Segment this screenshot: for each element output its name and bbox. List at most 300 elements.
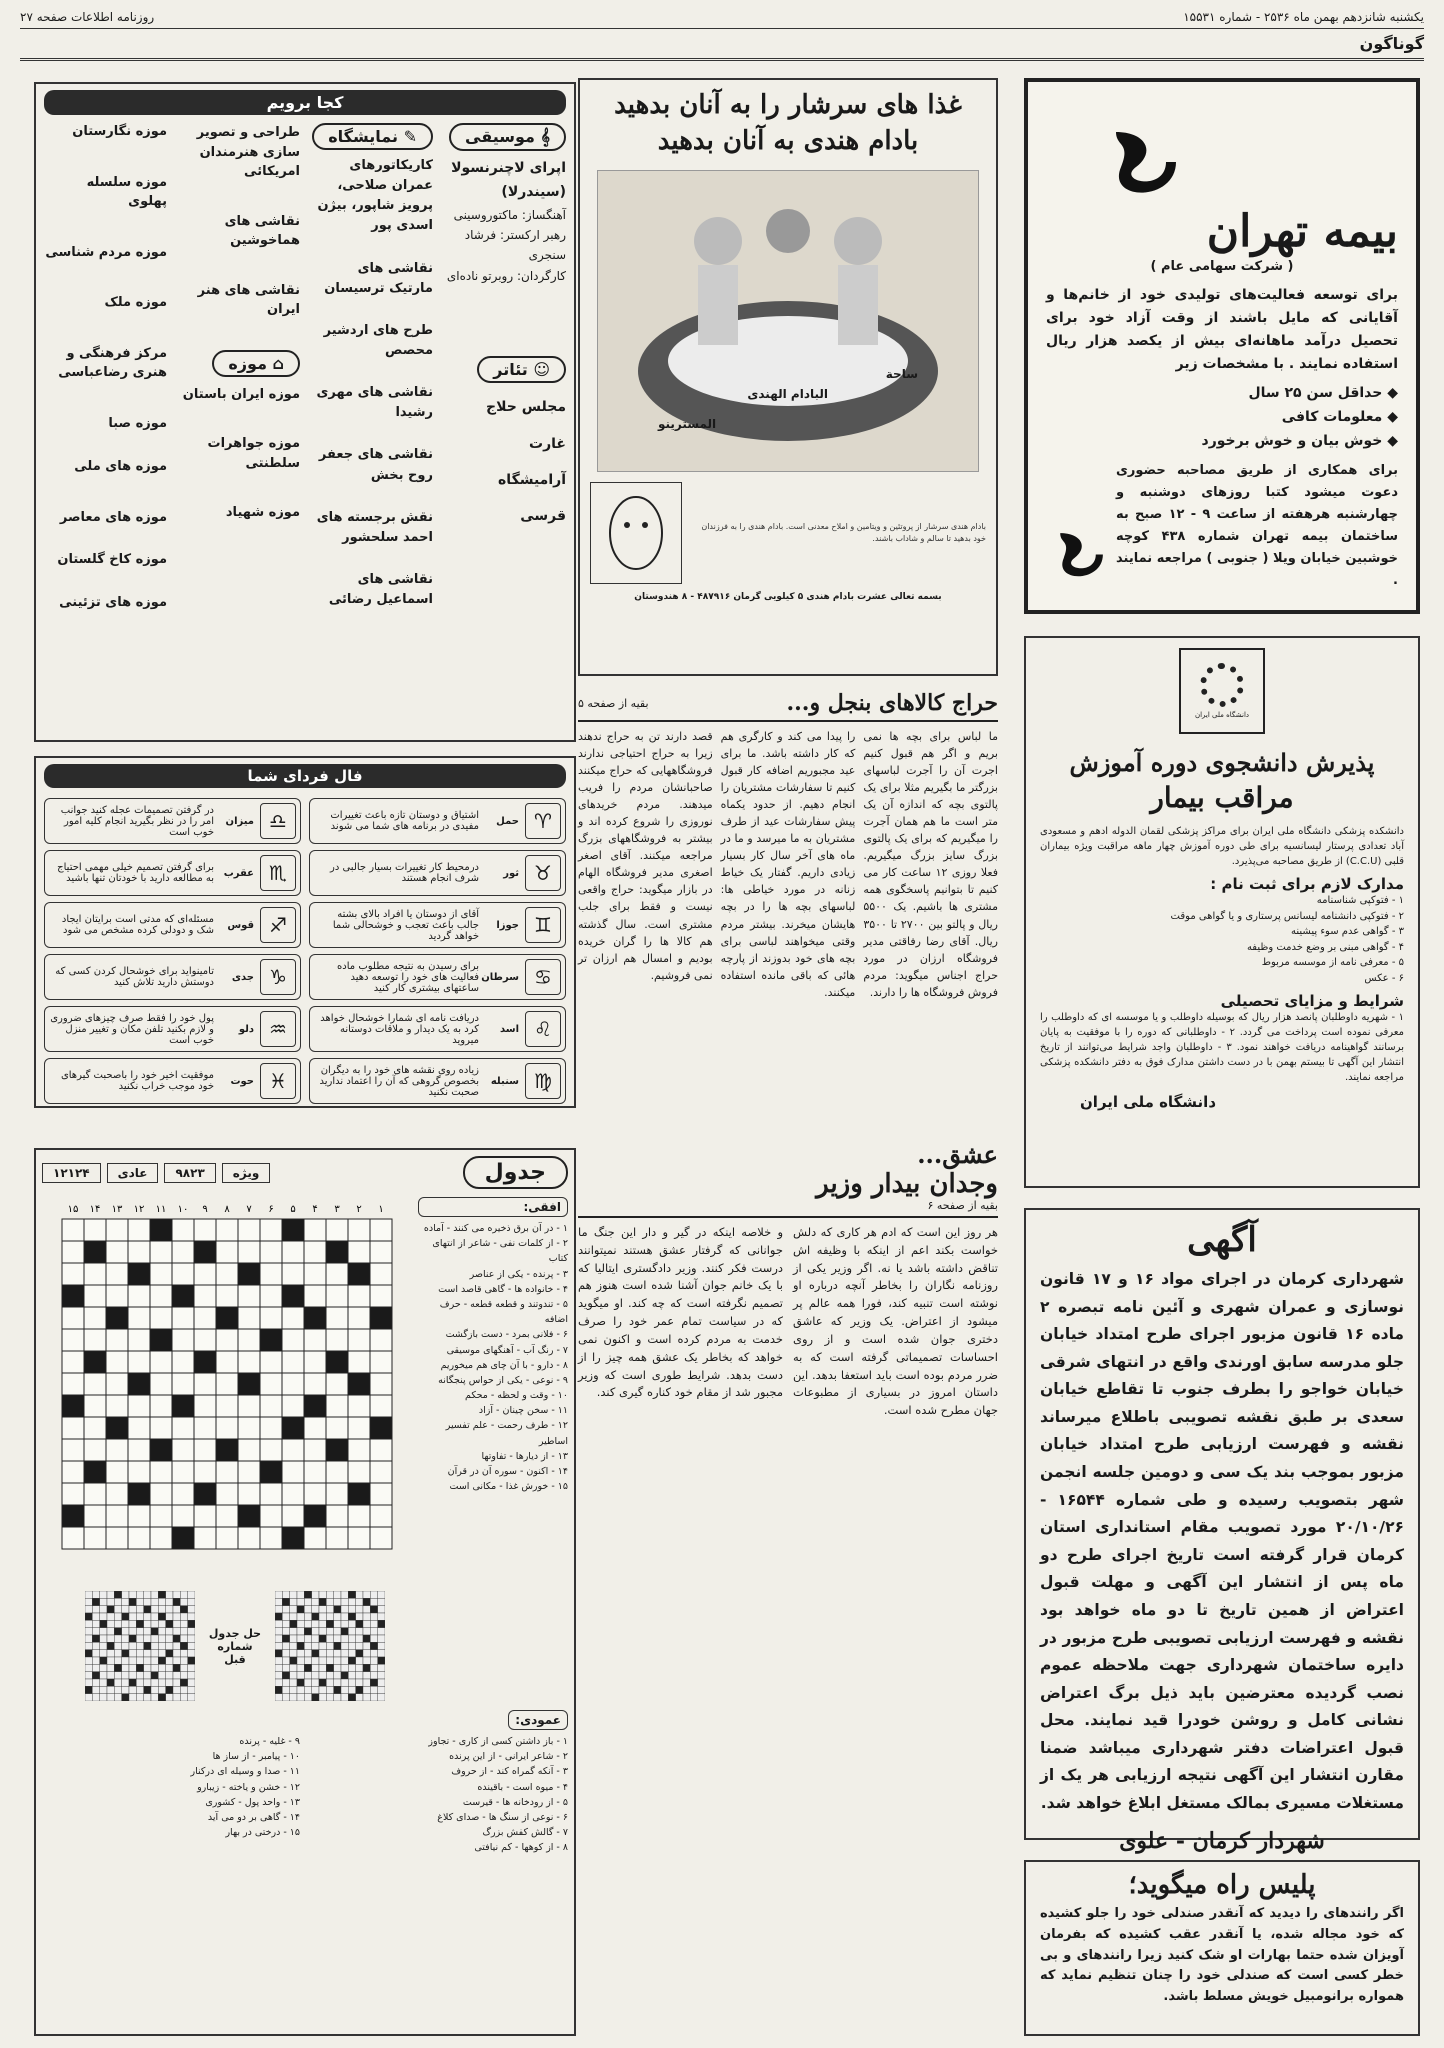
special-number: ۹۸۲۳: [164, 1163, 215, 1183]
mini-cell: [85, 1679, 92, 1686]
mini-cell: [100, 1657, 107, 1664]
mini-cell: [363, 1642, 370, 1649]
grid-cell: [150, 1395, 172, 1417]
mini-cell: [85, 1686, 92, 1693]
mini-cell: [326, 1606, 333, 1613]
article-title: عشق...: [917, 1140, 998, 1169]
block-cell: [348, 1373, 370, 1395]
mini-cell: [319, 1606, 326, 1613]
grid-cell: [348, 1461, 370, 1483]
love-article: [578, 1140, 998, 2040]
mini-cell: [348, 1606, 355, 1613]
previous-solution-grid: [85, 1591, 195, 1701]
mini-cell: [312, 1620, 319, 1627]
mini-cell: [188, 1679, 195, 1686]
mini-cell: [370, 1672, 377, 1679]
mini-cell: [370, 1664, 377, 1671]
grid-cell: [194, 1395, 216, 1417]
mini-cell: [166, 1672, 173, 1679]
mini-cell: [282, 1606, 289, 1613]
list-item: نقاشی های اسماعیل رضائی: [328, 571, 433, 608]
mini-cell: [363, 1686, 370, 1693]
clue-item: ۹ - نوعی - یکی از حواس پنجگانه: [438, 1374, 568, 1386]
grid-cell: [150, 1527, 172, 1549]
mini-cell: [319, 1591, 326, 1598]
grid-cell: [348, 1527, 370, 1549]
list-item: ◆ معلومات کافی: [1281, 409, 1398, 426]
ad-headline: غذا های سرشار را به آنان بدهید: [614, 90, 962, 120]
mini-cell: [319, 1613, 326, 1620]
column-number: ۱: [378, 1204, 384, 1215]
horoscope-row: ♊ جوزا آقای از دوستان یا افراد بالای بشته جالب باعث تعجب و خوشحالی شما خواهد گردید: [309, 902, 566, 948]
mini-cell: [378, 1694, 385, 1701]
grid-cell: [194, 1439, 216, 1461]
mini-cell: [275, 1606, 282, 1613]
grid-cell: [238, 1483, 260, 1505]
mini-cell: [144, 1613, 151, 1620]
grid-cell: [260, 1483, 282, 1505]
grid-cell: [172, 1219, 194, 1241]
mini-cell: [188, 1657, 195, 1664]
mini-cell: [144, 1606, 151, 1613]
mini-cell: [326, 1657, 333, 1664]
grid-cell: [62, 1219, 84, 1241]
page-header: [20, 6, 1424, 29]
mini-cell: [85, 1664, 92, 1671]
mini-cell: [348, 1686, 355, 1693]
theater-icon: ☺: [527, 360, 550, 380]
column-number: ۴: [312, 1204, 318, 1215]
block-cell: [106, 1307, 128, 1329]
grid-cell: [216, 1417, 238, 1439]
mini-cell: [297, 1672, 304, 1679]
grid-cell: [194, 1527, 216, 1549]
grid-cell: [348, 1219, 370, 1241]
mini-cell: [151, 1664, 158, 1671]
grid-cell: [106, 1505, 128, 1527]
grid-cell: [106, 1439, 128, 1461]
mini-cell: [122, 1679, 129, 1686]
mini-cell: [107, 1635, 114, 1642]
grid-cell: [194, 1417, 216, 1439]
article-column: هر روز این است که ادم هر کاری که دلش خواست بکند اعم از اینکه با وظیفه اش تناقض داشته باشد یا نه. اگر وزیر یکی از روزنامه نگاران را بخاطر آنچه درباره او نوشته است تنبیه کند، فورا همه عالم پر میشود از اعتراض. یک وزیر که عاشق دختری جوان شده است و از روی احساسات تصمیماتی گرفته است که به ضرر مردم بوده است باید استعفا بدهد. این داستان امروز در بسیاری از مطبوعات جهان مطرح شده است.: [793, 1225, 998, 1418]
logo-icon: [1046, 526, 1110, 590]
grid-cell: [216, 1263, 238, 1285]
block-cell: [194, 1351, 216, 1373]
mini-cell: [166, 1650, 173, 1657]
mini-cell: [282, 1642, 289, 1649]
mini-cell: [107, 1591, 114, 1598]
mini-cell: [100, 1635, 107, 1642]
mini-cell: [370, 1598, 377, 1605]
mini-cell: [166, 1628, 173, 1635]
university-ad: [1024, 636, 1420, 1188]
mini-cell: [85, 1657, 92, 1664]
section-title: گوناگون: [20, 34, 1424, 61]
palette-icon: ✎: [398, 127, 417, 146]
mini-cell: [107, 1679, 114, 1686]
grid-cell: [238, 1395, 260, 1417]
mini-cell: [341, 1694, 348, 1701]
grid-cell: [84, 1285, 106, 1307]
grid-cell: [106, 1395, 128, 1417]
mini-cell: [158, 1650, 165, 1657]
mini-cell: [129, 1606, 136, 1613]
mini-cell: [129, 1598, 136, 1605]
grid-cell: [106, 1373, 128, 1395]
mini-cell: [356, 1657, 363, 1664]
grid-cell: [326, 1461, 348, 1483]
mini-cell: [341, 1650, 348, 1657]
list-item: موزه سلسله پهلوی: [86, 174, 167, 209]
grid-cell: [238, 1219, 260, 1241]
mini-cell: [378, 1686, 385, 1693]
mini-cell: [275, 1672, 282, 1679]
list-item: ۶ - عکس: [1364, 972, 1404, 984]
block-cell: [304, 1505, 326, 1527]
list-item: آرامیشگاه: [498, 471, 566, 488]
article-subtitle: وجدان بیدار وزیر: [816, 1169, 998, 1199]
grid-cell: [282, 1307, 304, 1329]
list-item: طرح های اردشیر محصص: [323, 322, 433, 358]
grid-cell: [194, 1219, 216, 1241]
mini-cell: [326, 1642, 333, 1649]
clue-item: ۳ - آنکه گمراه کند - از حروف: [451, 1766, 568, 1778]
mini-cell: [282, 1694, 289, 1701]
mini-cell: [312, 1591, 319, 1598]
mini-cell: [304, 1591, 311, 1598]
exhibition-list: [310, 156, 433, 610]
grid-cell: [304, 1483, 326, 1505]
mini-cell: [166, 1657, 173, 1664]
grid-cell: [326, 1307, 348, 1329]
mini-cell: [107, 1613, 114, 1620]
grid-cell: [238, 1439, 260, 1461]
list-item: نقاشی های جعفر روح بخش: [318, 447, 433, 483]
grid-cell: [304, 1285, 326, 1307]
article-column: و خلاصه اینکه در گیر و دار این جنگ ما جوانانی که گرفتار عشق هستند نمیتوانند درست فکر کنند. وزیر دادگستری ایتالیا که با یک خانم جوان آشنا شده است هنوز هم تصمیم نگرفته است که چه کند. او میگوید که در سیاست تمام عمر خود را صرف خدمت به مردم کرده است و اکنون نمی خواهد که بخاطر یک عشق همه چیز را از دست بدهد. شرایط طوری است که وزیر مجبور شد از مقام خود کناره گیری کند.: [578, 1225, 783, 1400]
column-number: ۱۲: [133, 1204, 145, 1215]
clue-item: ۲ - شاعر ایرانی - از این پرنده: [449, 1751, 568, 1763]
mini-cell: [158, 1635, 165, 1642]
notice-title: آگهی: [1187, 1220, 1257, 1260]
mini-cell: [370, 1679, 377, 1686]
mini-cell: [312, 1642, 319, 1649]
mini-cell: [356, 1642, 363, 1649]
grid-cell: [106, 1285, 128, 1307]
clue-item: ۱۰ - وقت و لحظه - محکم: [465, 1390, 568, 1402]
mini-cell: [107, 1628, 114, 1635]
mini-cell: [356, 1591, 363, 1598]
list-item: موزه ملک: [104, 295, 167, 311]
grid-cell: [370, 1351, 392, 1373]
crossword: [34, 1148, 576, 2036]
grid-cell: [172, 1505, 194, 1527]
grid-cell: [84, 1439, 106, 1461]
police-box: [1024, 1860, 1420, 2036]
article-ref: بقیه از صفحه ۶: [927, 1199, 998, 1212]
grid-cell: [84, 1219, 106, 1241]
grid-cell: [304, 1461, 326, 1483]
list-item: موزه جواهرات سلطنتی: [207, 436, 300, 471]
grid-cell: [84, 1483, 106, 1505]
mini-cell: [363, 1635, 370, 1642]
mini-cell: [107, 1694, 114, 1701]
mini-cell: [348, 1664, 355, 1671]
mini-cell: [114, 1686, 121, 1693]
block-cell: [62, 1505, 84, 1527]
mini-cell: [363, 1591, 370, 1598]
block-cell: [172, 1395, 194, 1417]
mini-cell: [180, 1620, 187, 1627]
mini-cell: [173, 1606, 180, 1613]
mini-cell: [122, 1598, 129, 1605]
mini-cell: [129, 1664, 136, 1671]
mini-cell: [92, 1650, 99, 1657]
libra-icon: ♎: [260, 803, 296, 839]
list-item: مجلس حلاج: [486, 399, 566, 416]
mini-cell: [334, 1679, 341, 1686]
mini-cell: [188, 1613, 195, 1620]
mini-cell: [85, 1598, 92, 1605]
ad-illustration: البادام الهندی ساحة المسترینو: [597, 170, 979, 472]
grid-cell: [348, 1505, 370, 1527]
normal-label: عادی: [107, 1163, 159, 1183]
mini-cell: [92, 1657, 99, 1664]
grid-cell: [216, 1219, 238, 1241]
mini-cell: [144, 1635, 151, 1642]
grid-cell: [84, 1395, 106, 1417]
grid-cell: [150, 1417, 172, 1439]
column-number: ۳: [334, 1204, 340, 1215]
mini-cell: [180, 1613, 187, 1620]
mini-cell: [312, 1694, 319, 1701]
mini-cell: [180, 1591, 187, 1598]
mini-cell: [151, 1679, 158, 1686]
grid-cell: [194, 1307, 216, 1329]
mini-cell: [107, 1657, 114, 1664]
grid-cell: [128, 1351, 150, 1373]
mini-cell: [188, 1686, 195, 1693]
mini-cell: [334, 1657, 341, 1664]
grid-cell: [348, 1395, 370, 1417]
grid-cell: [62, 1263, 84, 1285]
block-cell: [370, 1417, 392, 1439]
grid-cell: [370, 1263, 392, 1285]
grid-cell: [172, 1461, 194, 1483]
mini-cell: [290, 1657, 297, 1664]
grid-cell: [304, 1329, 326, 1351]
special-label: ویژه: [222, 1163, 271, 1183]
article-column: ما لباس برای بچه ها نمی بریم و اگر هم قبول کنیم اجرت آن را آجرت لباسهای بزرگتر ما بگیریم مثلا برای یک پالتوی بچه که اندازه آن یک متر است ما هم همان آجرت را میگیریم که برای یک پالتوی بزرگ سایز بزرگ میگیریم. فعلا روزی ۱۲ ساعت کار می کنیم تا بتوانیم پاسخگوی همه مشتری ها باشیم. یک ۵۵۰۰ ریال و پالتو بین ۲۷۰۰ تا ۳۵۰۰ ریال. آقای رضا رفاقتی مدیر فروشگاه ارزان در مورد حراج اجناس میگوید: مردم فروش فروشگاه ها را دارند.: [863, 730, 999, 999]
mini-cell: [326, 1613, 333, 1620]
mini-cell: [122, 1664, 129, 1671]
ad-signature: دانشگاه ملی ایران: [1080, 1093, 1217, 1111]
column-number: ۵: [290, 1204, 296, 1215]
list-item: آهنگساز: ماکتوروسینی: [453, 207, 566, 222]
mini-cell: [378, 1679, 385, 1686]
mini-cell: [173, 1672, 180, 1679]
mini-cell: [378, 1606, 385, 1613]
mini-cell: [356, 1620, 363, 1627]
mini-cell: [114, 1642, 121, 1649]
mini-cell: [151, 1606, 158, 1613]
mini-cell: [370, 1694, 377, 1701]
mini-cell: [151, 1620, 158, 1627]
grid-cell: [106, 1219, 128, 1241]
sagittarius-icon: ♐: [260, 907, 296, 943]
mini-cell: [290, 1679, 297, 1686]
mini-cell: [92, 1606, 99, 1613]
mini-cell: [114, 1591, 121, 1598]
mini-cell: [158, 1628, 165, 1635]
ad-caption: بسمه تعالی عشرت بادام هندی ۵ کیلویی گرمان ۴۸۷۹۱۶ - ۸ هندوستان: [634, 592, 942, 602]
mini-cell: [173, 1613, 180, 1620]
mini-cell: [341, 1598, 348, 1605]
horoscope-row: ♉ ثور درمحیط کار تغییرات بسیار جالبی در شرف انجام هستند: [309, 850, 566, 896]
mini-cell: [158, 1694, 165, 1701]
mini-cell: [378, 1613, 385, 1620]
docs-list: [1040, 893, 1404, 986]
mini-cell: [304, 1613, 311, 1620]
mini-cell: [370, 1613, 377, 1620]
mini-cell: [100, 1664, 107, 1671]
mini-cell: [144, 1672, 151, 1679]
mini-cell: [312, 1686, 319, 1693]
block-cell: [326, 1439, 348, 1461]
mini-cell: [107, 1620, 114, 1627]
grid-cell: [194, 1373, 216, 1395]
mini-cell: [114, 1672, 121, 1679]
mini-cell: [275, 1657, 282, 1664]
mini-cell: [356, 1635, 363, 1642]
grid-cell: [304, 1527, 326, 1549]
list-item: نقش برجسته های احمد سلحشور: [316, 509, 433, 545]
mini-cell: [319, 1650, 326, 1657]
mini-cell: [363, 1606, 370, 1613]
conditions-body: ۱ - شهریه داوطلبان پانصد هزار ریال که بوسیله داوطلب و یا موسسه ای که داوطلب را معرفی نموده است پرداخت می گردد. ۲ - داوطلبانی که دوره را با موفقیت به پایان برسانند گواهینامه دریافت خواهند نمود. ۳ - داوطلبان واجد شرایط می‌توانند از تاریخ انتشار این آگهی تا بیستم بهمن با در دست داشتن مدارک فوق به دفتر دانشکده پزشکی مراجعه نمایند.: [1040, 1012, 1404, 1083]
list-item: ۵ - معرفی نامه از موسسه مربوط: [1261, 957, 1404, 968]
mini-cell: [173, 1635, 180, 1642]
mini-cell: [129, 1635, 136, 1642]
previous-solution-label: حل جدول شماره قبل: [208, 1626, 262, 1666]
mini-cell: [304, 1664, 311, 1671]
column-number: ۱۰: [177, 1204, 189, 1215]
grid-cell: [150, 1373, 172, 1395]
mini-cell: [129, 1679, 136, 1686]
mini-cell: [282, 1686, 289, 1693]
mini-cell: [122, 1620, 129, 1627]
conditions-title: شرایط و مزایای تحصیلی: [1220, 992, 1404, 1010]
mini-cell: [282, 1613, 289, 1620]
grid-cell: [106, 1351, 128, 1373]
block-cell: [128, 1373, 150, 1395]
mini-cell: [136, 1664, 143, 1671]
mini-cell: [282, 1672, 289, 1679]
mini-cell: [188, 1598, 195, 1605]
museum-icon: ⌂: [266, 353, 284, 373]
mini-cell: [92, 1620, 99, 1627]
mini-cell: [356, 1664, 363, 1671]
mini-cell: [348, 1679, 355, 1686]
grid-cell: [370, 1439, 392, 1461]
mini-cell: [151, 1598, 158, 1605]
grid-cell: [282, 1439, 304, 1461]
mini-cell: [144, 1591, 151, 1598]
grid-cell: [150, 1351, 172, 1373]
mini-cell: [151, 1628, 158, 1635]
mini-cell: [129, 1628, 136, 1635]
grid-cell: [172, 1263, 194, 1285]
mini-cell: [304, 1642, 311, 1649]
university-logo: دانشگاه ملی ایران: [1179, 648, 1265, 734]
list-item: ۴ - گواهی مبنی بر وضع خدمت وظیفه: [1246, 941, 1404, 953]
mini-cell: [166, 1686, 173, 1693]
mini-cell: [136, 1694, 143, 1701]
grid-cell: [106, 1461, 128, 1483]
grid-cell: [150, 1461, 172, 1483]
clue-item: ۳ - پرنده - یکی از عناصر: [469, 1268, 568, 1280]
grid-cell: [84, 1417, 106, 1439]
mini-cell: [356, 1686, 363, 1693]
mini-cell: [334, 1598, 341, 1605]
mini-cell: [144, 1694, 151, 1701]
horoscope-row: ♏ عقرب برای گرفتن تصمیم خیلی مهمی احتیاج به مطالعه دارید با خودتان تنها باشید: [44, 850, 301, 896]
mini-cell: [370, 1606, 377, 1613]
mini-cell: [173, 1650, 180, 1657]
list-item: موزه ایران باستان: [182, 386, 300, 402]
grid-cell: [172, 1351, 194, 1373]
clue-item: ۴ - میوه است - باقینده: [477, 1781, 568, 1793]
mini-cell: [107, 1650, 114, 1657]
grid-cell: [84, 1307, 106, 1329]
horoscope-row: ♎ میزان در گرفتن تصمیمات عجله کنید جوانب امر را در نظر بگیرید انجام کلیه امور خوب است: [44, 798, 301, 844]
mini-cell: [188, 1606, 195, 1613]
mini-cell: [326, 1664, 333, 1671]
mini-cell: [275, 1591, 282, 1598]
pisces-icon: ♓: [260, 1063, 296, 1099]
grid-cell: [260, 1351, 282, 1373]
mini-cell: [166, 1642, 173, 1649]
grid-cell: [128, 1285, 150, 1307]
mini-cell: [326, 1679, 333, 1686]
capricorn-icon: ♑: [260, 959, 296, 995]
crossword-grid[interactable]: [58, 1197, 412, 1577]
mini-cell: [363, 1664, 370, 1671]
mini-cell: [319, 1628, 326, 1635]
mini-cell: [180, 1664, 187, 1671]
mini-cell: [100, 1642, 107, 1649]
clue-item: ۱۱ - صدا و وسیله ای درکنار: [190, 1766, 300, 1778]
grid-cell: [150, 1285, 172, 1307]
mini-cell: [297, 1598, 304, 1605]
grid-cell: [128, 1307, 150, 1329]
block-cell: [370, 1307, 392, 1329]
clue-item: ۱۲ - طرف رحمت - علم تفسیر اساطیر: [445, 1420, 568, 1447]
block-cell: [238, 1373, 260, 1395]
grid-cell: [106, 1241, 128, 1263]
mini-cell: [297, 1635, 304, 1642]
list-item: قرسی: [520, 508, 566, 525]
column-number: ۹: [202, 1204, 208, 1215]
clue-item: ۱ - باز داشتن کسی از کاری - تجاوز: [428, 1736, 568, 1747]
list-item: نقاشی های هنر ایران: [197, 282, 300, 317]
grid-cell: [282, 1461, 304, 1483]
mini-cell: [312, 1635, 319, 1642]
mini-cell: [100, 1598, 107, 1605]
mini-cell: [158, 1686, 165, 1693]
block-cell: [260, 1461, 282, 1483]
